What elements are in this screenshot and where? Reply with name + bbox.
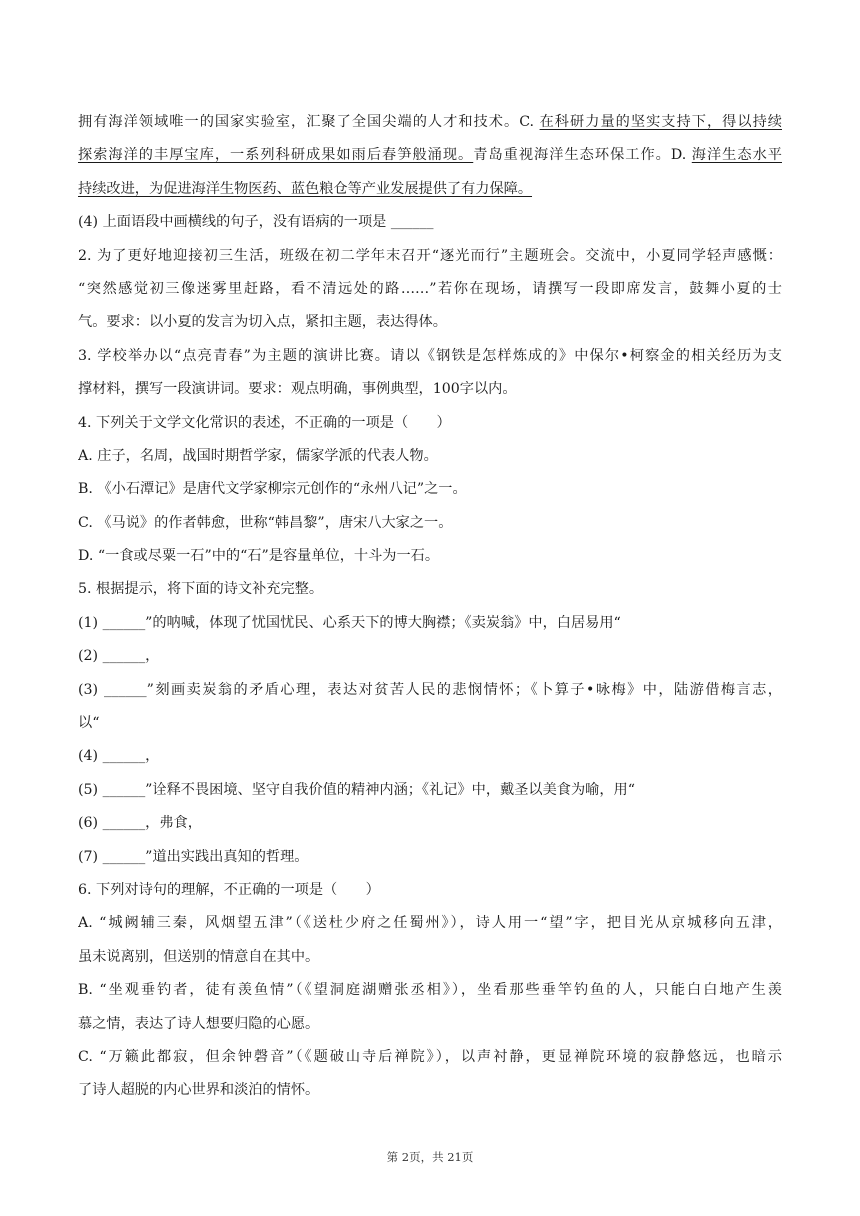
question-1-4: (4) 上面语段中画横线的句子，没有语病的一项是 ______ [78, 214, 434, 231]
page-footer: 第 2页，共 21页 [386, 1150, 474, 1164]
underlined-sentence-c: 在科研力量的坚实支持下，得以持续 [539, 114, 782, 130]
question-6-option-b-cont: 慕之情，表达了诗人想要归隐的心愿。 [78, 1015, 320, 1032]
question-4-option-d: D. “一食或尽粟一石”中的“石”是容量单位，十斗为一石。 [78, 548, 440, 565]
question-2-line-3: 气。要求：以小夏的发言为切入点，紧扣主题，表达得体。 [78, 314, 447, 331]
passage-line-3 [78, 173, 782, 206]
question-5-blank-6: (6) ______，弗食， [78, 815, 202, 832]
question-4-option-c: C. 《马说》的作者韩愈，世称“韩昌黎”，唐宋八大家之一。 [78, 514, 453, 531]
document-page [78, 106, 782, 1108]
question-5-blank-5: (5) ______”诠释不畏困境、坚守自我价值的精神内涵；《礼记》中，戴圣以美食为喻，用“ [78, 781, 635, 798]
underlined-sentence-d: 海洋生态水平 [691, 147, 782, 164]
question-3-line-2: 撑材料，撰写一段演讲词。要求：观点明确，事例典型，100字以内。 [78, 381, 517, 398]
question-6-option-a-cont: 虽未说离别，但送别的情意自在其中。 [78, 948, 320, 965]
question-2-line-2: “突然感觉初三像迷雾里赶路，看不清远处的路……”若你在现场，请撰写一段即席发言，鼓舞小夏的士 [78, 280, 782, 297]
question-6-stem: 6. 下列对诗句的理解，不正确的一项是（ ） [78, 881, 380, 898]
question-5-blank-3: (3) ______”刻画卖炭翁的矛盾心理，表达对贫苦人民的悲悯情怀；《卜算子•咏梅》中，陆游借梅言志， [78, 681, 782, 698]
question-6-option-c-cont: 了诗人超脱的内心世界和淡泊的情怀。 [78, 1082, 320, 1099]
question-2-line-1: 2. 为了更好地迎接初三生活，班级在初二学年末召开“逐光而行”主题班会。交流中，小夏同学轻声感慨： [78, 247, 782, 264]
passage-line-2 [78, 139, 782, 172]
question-6-option-a: A. “城阙辅三秦，风烟望五津”（《送杜少府之任蜀州》），诗人用一“望”字，把目光从京城移向五津， [78, 915, 782, 932]
question-5-blank-2: (2) ______， [78, 648, 160, 665]
passage-text: 青岛重视海洋生态环保工作。D. [473, 147, 692, 164]
question-5-blank-1: (1) ______”的呐喊，体现了忧国忧民、心系天下的博大胸襟；《卖炭翁》中，白居易用“ [78, 614, 621, 631]
question-4-option-b: B. 《小石潭记》是唐代文学家柳宗元创作的“永州八记”之一。 [78, 481, 467, 498]
underlined-sentence-d-cont: 持续改进，为促进海洋生物医药、蓝色粮仓等产业发展提供了有力保障。 [78, 180, 533, 197]
question-5-blank-4: (4) ______， [78, 748, 160, 765]
underlined-sentence-c-cont: 探索海洋的丰厚宝库，一系列科研成果如雨后春笋般涌现。 [78, 147, 474, 164]
question-6-option-c: C. “万籁此都寂，但余钟磬音”（《题破山寺后禅院》），以声衬静，更显禅院环境的寂静悠远，也暗示 [78, 1048, 782, 1065]
question-5-blank-7: (7) ______”道出实践出真知的哲理。 [78, 848, 309, 865]
passage-text: 拥有海洋领域唯一的国家实验室，汇聚了全国尖端的人才和技术。C. [78, 114, 540, 130]
question-4-option-a: A. 庄子，名周，战国时期哲学家，儒家学派的代表人物。 [78, 447, 438, 464]
question-5-blank-3-cont: 以“ [78, 715, 100, 732]
question-6-option-b: B. “坐观垂钓者，徒有羡鱼情”（《望洞庭湖赠张丞相》），坐看那些垂竿钓鱼的人，只能白白地产生羡 [78, 982, 782, 999]
passage-line-1 [78, 106, 782, 139]
question-4-stem: 4. 下列关于文学文化常识的表述，不正确的一项是（ ） [78, 414, 451, 431]
question-5-stem: 5. 根据提示，将下面的诗文补充完整。 [78, 581, 324, 598]
question-3-line-1: 3. 学校举办以“点亮青春”为主题的演讲比赛。请以《钢铁是怎样炼成的》中保尔•柯察金的相关经历为支 [78, 347, 782, 364]
